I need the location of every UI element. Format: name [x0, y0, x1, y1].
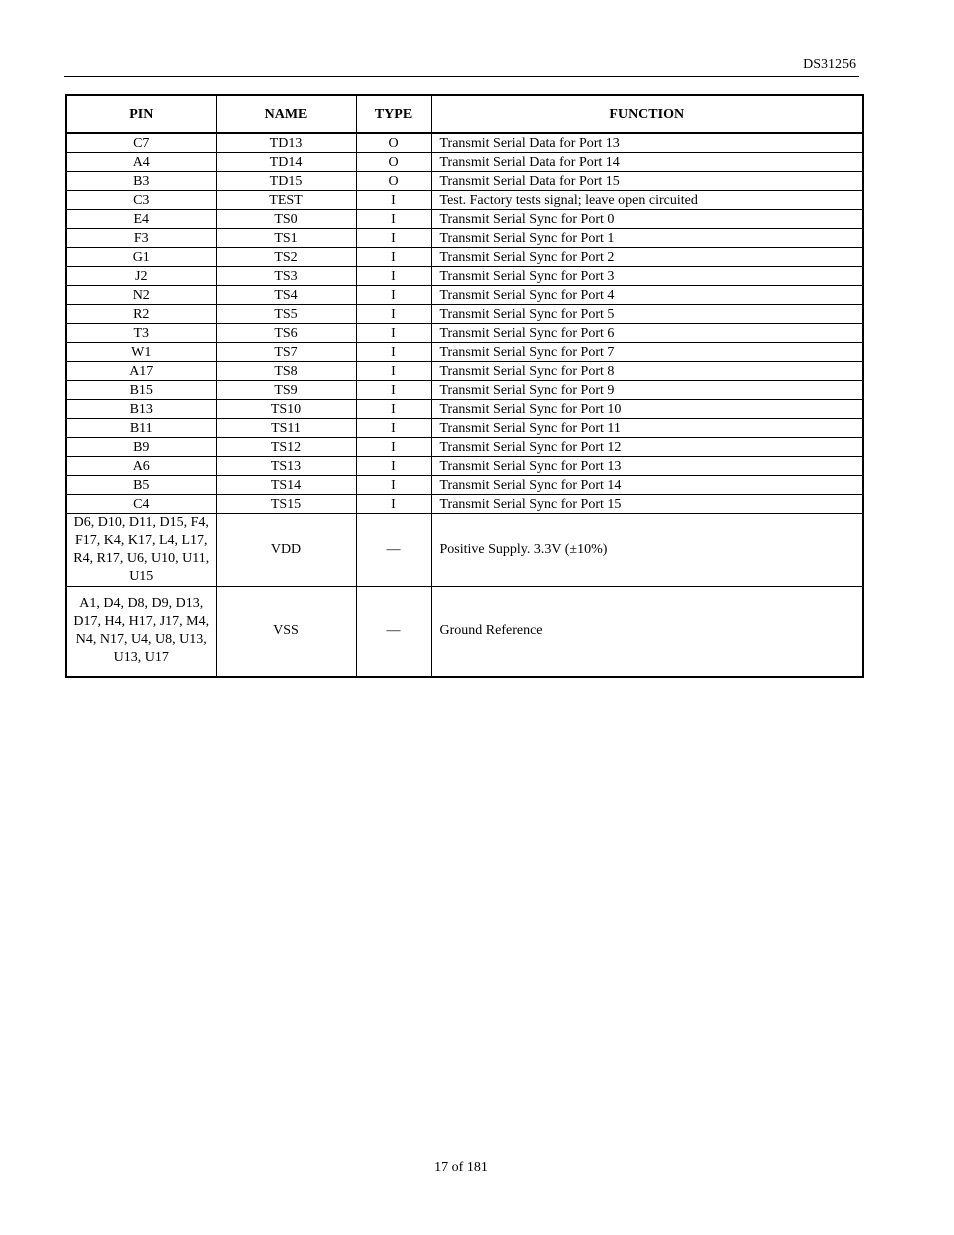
header-rule [64, 76, 859, 77]
type-cell: — [356, 514, 431, 587]
name-cell: TS12 [216, 438, 356, 457]
name-cell: TS5 [216, 305, 356, 324]
function-cell: Transmit Serial Sync for Port 5 [431, 305, 863, 324]
type-cell: I [356, 229, 431, 248]
type-cell: I [356, 210, 431, 229]
name-cell: TS11 [216, 419, 356, 438]
pin-cell: B11 [66, 419, 216, 438]
table-row [66, 153, 863, 172]
pin-cell: N2 [66, 286, 216, 305]
function-cell: Transmit Serial Sync for Port 6 [431, 324, 863, 343]
table-row [66, 267, 863, 286]
function-cell: Transmit Serial Data for Port 14 [431, 153, 863, 172]
name-cell: TS7 [216, 343, 356, 362]
table-row [66, 362, 863, 381]
type-cell: I [356, 400, 431, 419]
function-cell: Transmit Serial Sync for Port 2 [431, 248, 863, 267]
function-cell: Transmit Serial Sync for Port 7 [431, 343, 863, 362]
function-cell: Test. Factory tests signal; leave open circuited [431, 191, 863, 210]
name-cell: TS13 [216, 457, 356, 476]
type-cell: I [356, 362, 431, 381]
name-cell: TS14 [216, 476, 356, 495]
table-row [66, 172, 863, 191]
pin-cell: R2 [66, 305, 216, 324]
name-cell: VDD [216, 514, 356, 587]
name-cell: TS8 [216, 362, 356, 381]
table-row [66, 514, 863, 587]
table-row [66, 133, 863, 153]
pin-cell: T3 [66, 324, 216, 343]
function-cell: Transmit Serial Sync for Port 4 [431, 286, 863, 305]
pin-cell: A17 [66, 362, 216, 381]
function-cell: Transmit Serial Sync for Port 13 [431, 457, 863, 476]
pin-cell: A1, D4, D8, D9, D13, D17, H4, H17, J17, M4, N4, N17, U4, U8, U13, U13, U17 [66, 587, 216, 677]
function-cell: Transmit Serial Sync for Port 12 [431, 438, 863, 457]
pin-cell: D6, D10, D11, D15, F4, F17, K4, K17, L4, L17, R4, R17, U6, U10, U11, U15 [66, 514, 216, 587]
table-row [66, 191, 863, 210]
table-row [66, 286, 863, 305]
function-cell: Transmit Serial Sync for Port 15 [431, 495, 863, 514]
pin-cell: B5 [66, 476, 216, 495]
name-cell: TD13 [216, 133, 356, 153]
pin-cell: B9 [66, 438, 216, 457]
type-cell: I [356, 457, 431, 476]
column-header-function: FUNCTION [431, 95, 863, 133]
function-cell: Transmit Serial Data for Port 13 [431, 133, 863, 153]
name-cell: TS0 [216, 210, 356, 229]
name-cell: TEST [216, 191, 356, 210]
pin-cell: C3 [66, 191, 216, 210]
name-cell: TS15 [216, 495, 356, 514]
document-id: DS31256 [803, 57, 856, 72]
name-cell: TS9 [216, 381, 356, 400]
column-header-name: NAME [216, 95, 356, 133]
type-cell: I [356, 438, 431, 457]
table-row [66, 210, 863, 229]
type-cell: I [356, 381, 431, 400]
pin-cell: J2 [66, 267, 216, 286]
type-cell: I [356, 419, 431, 438]
table-row [66, 587, 863, 677]
type-cell: I [356, 248, 431, 267]
type-cell: I [356, 343, 431, 362]
pin-cell: G1 [66, 248, 216, 267]
table-row [66, 229, 863, 248]
table-row [66, 400, 863, 419]
pin-cell: B3 [66, 172, 216, 191]
pin-cell: A4 [66, 153, 216, 172]
table-row [66, 381, 863, 400]
pin-description-table [65, 94, 864, 678]
function-cell: Transmit Serial Sync for Port 8 [431, 362, 863, 381]
table-row [66, 476, 863, 495]
name-cell: TS4 [216, 286, 356, 305]
pin-cell: B15 [66, 381, 216, 400]
name-cell: TD14 [216, 153, 356, 172]
function-cell: Transmit Serial Sync for Port 10 [431, 400, 863, 419]
function-cell: Transmit Serial Sync for Port 1 [431, 229, 863, 248]
type-cell: I [356, 267, 431, 286]
function-cell: Transmit Serial Sync for Port 11 [431, 419, 863, 438]
table-row [66, 438, 863, 457]
type-cell: I [356, 191, 431, 210]
pin-cell: C7 [66, 133, 216, 153]
type-cell: I [356, 495, 431, 514]
table-row [66, 419, 863, 438]
page-number: 17 of 181 [434, 1160, 488, 1175]
function-cell: Transmit Serial Sync for Port 3 [431, 267, 863, 286]
type-cell: O [356, 172, 431, 191]
function-cell: Transmit Serial Sync for Port 14 [431, 476, 863, 495]
type-cell: I [356, 324, 431, 343]
function-cell: Positive Supply. 3.3V (±10%) [431, 514, 863, 587]
table-row [66, 324, 863, 343]
column-header-type: TYPE [356, 95, 431, 133]
column-header-pin: PIN [66, 95, 216, 133]
table-row [66, 248, 863, 267]
table-row [66, 343, 863, 362]
name-cell: VSS [216, 587, 356, 677]
pin-cell: E4 [66, 210, 216, 229]
pin-cell: A6 [66, 457, 216, 476]
pin-cell: B13 [66, 400, 216, 419]
name-cell: TS6 [216, 324, 356, 343]
name-cell: TS1 [216, 229, 356, 248]
function-cell: Ground Reference [431, 587, 863, 677]
type-cell: O [356, 153, 431, 172]
type-cell: O [356, 133, 431, 153]
pin-cell: F3 [66, 229, 216, 248]
function-cell: Transmit Serial Data for Port 15 [431, 172, 863, 191]
name-cell: TS2 [216, 248, 356, 267]
function-cell: Transmit Serial Sync for Port 0 [431, 210, 863, 229]
pin-cell: W1 [66, 343, 216, 362]
table-row [66, 305, 863, 324]
type-cell: I [356, 305, 431, 324]
name-cell: TS3 [216, 267, 356, 286]
function-cell: Transmit Serial Sync for Port 9 [431, 381, 863, 400]
type-cell: I [356, 286, 431, 305]
table-row [66, 457, 863, 476]
name-cell: TS10 [216, 400, 356, 419]
type-cell: I [356, 476, 431, 495]
type-cell: — [356, 587, 431, 677]
pin-cell: C4 [66, 495, 216, 514]
table-header-row [66, 95, 863, 133]
table-row [66, 495, 863, 514]
table-body [66, 133, 863, 677]
name-cell: TD15 [216, 172, 356, 191]
